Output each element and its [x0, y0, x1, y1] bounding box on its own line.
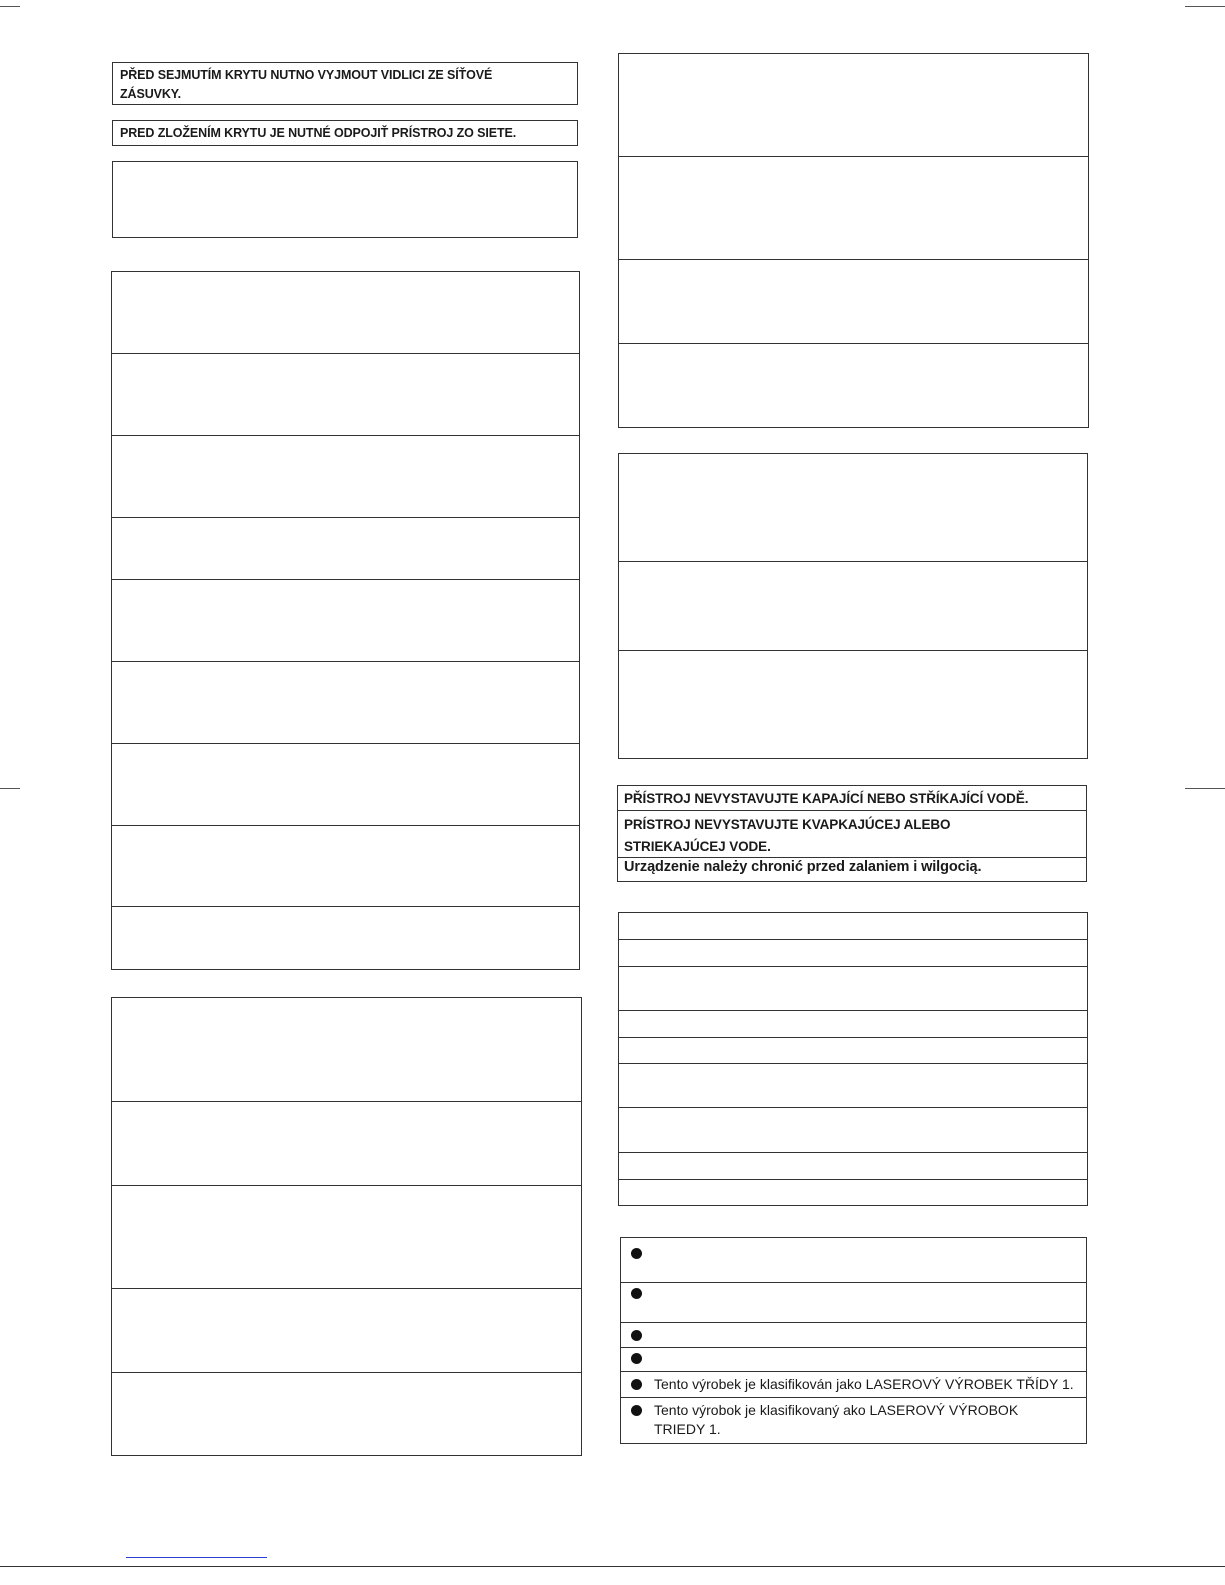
notice-cz-cover-text: PŘED SEJMUTÍM KRYTU NUTNO VYJMOUT VIDLICI ZE SÍŤOVÉ ZÁSUVKY. [120, 68, 493, 101]
table-row-divider [619, 650, 1087, 651]
water-warning-box [617, 785, 1087, 882]
right-table-3 [618, 912, 1088, 1206]
crop-mark [1185, 788, 1225, 789]
table-row-divider [619, 1107, 1087, 1108]
table-row-divider [112, 353, 579, 354]
water-warning-cz: PŘÍSTROJ NEVYSTAVUJTE KAPAJÍCÍ NEBO STŘÍKAJÍCÍ VODĚ. [624, 791, 1029, 806]
left-table-1 [111, 271, 580, 970]
table-row-divider [112, 743, 579, 744]
bullet-icon [631, 1405, 642, 1416]
table-row-divider [112, 435, 579, 436]
table-row-divider [619, 1063, 1087, 1064]
bullet-icon [631, 1288, 642, 1299]
bullet-icon [631, 1379, 642, 1390]
table-row-divider [112, 1372, 581, 1373]
crop-mark [0, 6, 20, 7]
table-row-divider [619, 939, 1087, 940]
table-row-divider [112, 661, 579, 662]
crop-mark [0, 788, 20, 789]
empty-notice-box [112, 161, 578, 238]
bullet-icon [631, 1330, 642, 1341]
table-row-divider [618, 857, 1086, 858]
table-row-divider [621, 1282, 1086, 1283]
table-row-divider [112, 825, 579, 826]
footer-underline [126, 1557, 267, 1558]
water-warning-sk: PRÍSTROJ NEVYSTAVUJTE KVAPKAJÚCEJ ALEBO STRIEKAJÚCEJ VODE. [624, 817, 951, 854]
laser-class-sk: Tento výrobok je klasifikovaný ako LASEROVÝ VÝROBOK TRIEDY 1. [654, 1402, 1019, 1437]
table-row-divider [618, 810, 1086, 811]
table-row-divider [619, 561, 1087, 562]
table-row-divider [619, 156, 1088, 157]
right-table-2 [618, 453, 1088, 759]
crop-mark [1185, 6, 1225, 7]
table-row-divider [619, 259, 1088, 260]
table-row-divider [112, 579, 579, 580]
table-row-divider [621, 1347, 1086, 1348]
table-row-divider [112, 1185, 581, 1186]
table-row-divider [621, 1397, 1086, 1398]
table-row-divider [112, 906, 579, 907]
right-table-1 [618, 53, 1089, 428]
footer-rule [0, 1566, 1225, 1567]
laser-class-cz: Tento výrobek je klasifikován jako LASEROVÝ VÝROBEK TŘÍDY 1. [654, 1376, 1074, 1392]
table-row-divider [112, 1288, 581, 1289]
table-row-divider [619, 966, 1087, 967]
table-row-divider [112, 517, 579, 518]
table-row-divider [619, 1037, 1087, 1038]
table-row-divider [112, 1101, 581, 1102]
table-row-divider [619, 1010, 1087, 1011]
left-table-2 [111, 997, 582, 1456]
notice-sk-cover-text: PRED ZLOŽENÍM KRYTU JE NUTNÉ ODPOJIŤ PRÍSTROJ ZO SIETE. [120, 126, 517, 140]
table-row-divider [619, 343, 1088, 344]
water-warning-pl: Urządzenie należy chronić przed zalaniem i wilgocią. [624, 859, 982, 875]
table-row-divider [619, 1179, 1087, 1180]
table-row-divider [621, 1371, 1086, 1372]
laser-bullet-table [620, 1237, 1087, 1444]
bullet-icon [631, 1248, 642, 1259]
notice-box-sk-cover [112, 120, 578, 146]
notice-box-cz-cover [112, 62, 578, 105]
table-row-divider [621, 1322, 1086, 1323]
table-row-divider [619, 1152, 1087, 1153]
bullet-icon [631, 1353, 642, 1364]
